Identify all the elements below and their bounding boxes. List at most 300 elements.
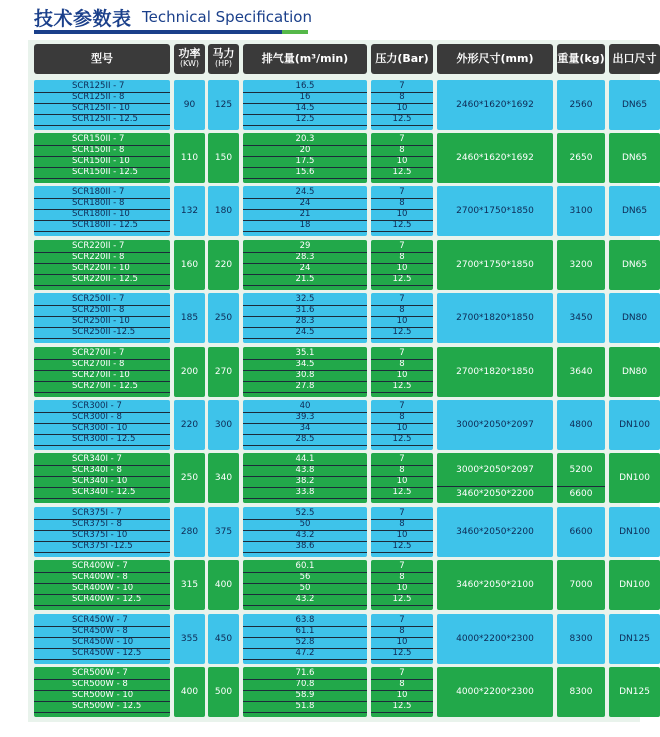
power-cell	[174, 400, 205, 450]
header-hp-label: 马力	[212, 47, 235, 60]
model-name: SCR500W - 8	[72, 679, 128, 689]
weight-cell	[557, 186, 605, 236]
dimensions-value: 3000*2050*2097	[456, 465, 534, 475]
air-delivery-value: 17.5	[295, 156, 315, 166]
outlet-cell	[609, 347, 660, 397]
row-divider	[243, 338, 367, 339]
header-model	[34, 44, 170, 74]
pressure-value: 10	[396, 156, 408, 166]
air-delivery-value: 24.5	[295, 327, 315, 337]
outlet-value: DN100	[619, 420, 650, 430]
weight-cell	[557, 80, 605, 130]
horsepower-value: 500	[214, 687, 233, 697]
horsepower-cell	[208, 133, 239, 183]
model-cell	[34, 133, 170, 183]
dimensions-value: 2700*1820*1850	[456, 367, 534, 377]
power-cell	[174, 186, 205, 236]
weight-value: 4800	[569, 420, 593, 430]
dimensions-value: 3000*2050*2097	[456, 420, 534, 430]
pressure-value: 7	[399, 401, 405, 411]
outlet-cell	[609, 293, 660, 343]
row-divider	[34, 530, 170, 531]
air-delivery-value: 35.1	[295, 348, 315, 358]
header-power	[174, 44, 205, 74]
row-divider	[34, 637, 170, 638]
row-divider	[243, 103, 367, 104]
air-delivery-value: 52.5	[295, 508, 315, 518]
power-value: 110	[180, 153, 199, 163]
title-underline-blue	[34, 30, 282, 34]
row-divider	[371, 114, 433, 115]
pressure-value: 10	[396, 370, 408, 380]
row-divider	[371, 679, 433, 680]
outlet-cell	[609, 80, 660, 130]
pressure-value: 7	[399, 454, 405, 464]
row-divider	[34, 209, 170, 210]
model-name: SCR400W - 10	[72, 583, 134, 593]
header-hp-unit: (HP)	[214, 59, 233, 68]
row-divider	[243, 178, 367, 179]
air-delivery-value: 40	[299, 401, 311, 411]
power-value: 280	[180, 527, 199, 537]
air-delivery-value: 30.8	[295, 370, 315, 380]
header-weight	[557, 44, 605, 74]
row-divider	[371, 701, 433, 702]
row-divider	[371, 626, 433, 627]
pressure-value: 12.5	[392, 220, 412, 230]
row-divider	[243, 285, 367, 286]
model-name: SCR500W - 7	[72, 668, 128, 678]
header-power-label: 功率	[178, 47, 201, 60]
horsepower-value: 150	[214, 153, 233, 163]
dimensions-cell	[437, 186, 553, 236]
spec-group	[34, 186, 648, 236]
pressure-cell	[371, 80, 433, 130]
pressure-value: 10	[396, 209, 408, 219]
row-divider	[34, 370, 170, 371]
model-name: SCR270II - 10	[72, 370, 130, 380]
air-delivery-value: 20.3	[295, 134, 315, 144]
pressure-cell	[371, 400, 433, 450]
row-divider	[34, 476, 170, 477]
row-divider	[34, 487, 170, 488]
row-divider	[371, 285, 433, 286]
outlet-cell	[609, 186, 660, 236]
row-divider	[243, 114, 367, 115]
pressure-value: 8	[399, 519, 405, 529]
pressure-value: 8	[399, 359, 405, 369]
air-delivery-value: 32.5	[295, 294, 315, 304]
model-name: SCR150II - 10	[72, 156, 130, 166]
row-divider	[34, 305, 170, 306]
air-delivery-value: 28.3	[295, 252, 315, 262]
model-cell	[34, 240, 170, 290]
row-divider	[243, 583, 367, 584]
row-divider	[371, 92, 433, 93]
pressure-value: 12.5	[392, 648, 412, 658]
power-cell	[174, 667, 205, 717]
title-underline-green	[282, 30, 308, 34]
model-name: SCR250II -12.5	[72, 327, 136, 337]
pressure-value: 8	[399, 626, 405, 636]
weight-cell	[557, 240, 605, 290]
row-divider	[371, 583, 433, 584]
pressure-value: 7	[399, 241, 405, 251]
row-divider	[371, 445, 433, 446]
power-cell	[174, 560, 205, 610]
row-divider	[243, 659, 367, 660]
model-cell	[34, 614, 170, 664]
pressure-value: 10	[396, 423, 408, 433]
row-divider	[371, 305, 433, 306]
dimensions-cell	[437, 507, 553, 557]
header-horsepower	[208, 44, 239, 74]
horsepower-value: 125	[214, 100, 233, 110]
pressure-value: 10	[396, 530, 408, 540]
row-divider	[243, 252, 367, 253]
row-divider	[34, 392, 170, 393]
power-cell	[174, 507, 205, 557]
row-divider	[371, 712, 433, 713]
row-divider	[371, 370, 433, 371]
horsepower-value: 220	[214, 260, 233, 270]
weight-cell	[557, 507, 605, 557]
power-value: 400	[180, 687, 199, 697]
row-divider	[34, 412, 170, 413]
row-divider	[243, 712, 367, 713]
pressure-value: 8	[399, 572, 405, 582]
dimensions-value: 2700*1750*1850	[456, 206, 534, 216]
row-divider	[371, 498, 433, 499]
outlet-cell	[609, 453, 660, 503]
air-delivery-cell	[243, 507, 367, 557]
model-name: SCR300I - 7	[72, 401, 122, 411]
page-header	[0, 0, 660, 40]
air-delivery-value: 24	[299, 263, 311, 273]
row-divider	[34, 583, 170, 584]
air-delivery-value: 18	[299, 220, 311, 230]
row-divider	[243, 316, 367, 317]
row-divider	[34, 231, 170, 232]
row-divider	[243, 605, 367, 606]
pressure-value: 8	[399, 305, 405, 315]
horsepower-cell	[208, 667, 239, 717]
power-value: 185	[180, 313, 199, 323]
model-name: SCR150II - 12.5	[72, 167, 138, 177]
model-cell	[34, 347, 170, 397]
air-delivery-value: 43.2	[295, 594, 315, 604]
pressure-value: 7	[399, 508, 405, 518]
model-name: SCR150II - 7	[72, 134, 125, 144]
row-divider	[243, 530, 367, 531]
outlet-cell	[609, 560, 660, 610]
row-divider	[34, 285, 170, 286]
air-delivery-value: 43.2	[295, 530, 315, 540]
pressure-value: 8	[399, 198, 405, 208]
row-divider	[243, 434, 367, 435]
model-name: SCR270II - 7	[72, 348, 125, 358]
air-delivery-value: 70.8	[295, 679, 315, 689]
row-divider	[34, 92, 170, 93]
outlet-cell	[609, 400, 660, 450]
air-delivery-cell	[243, 293, 367, 343]
model-cell	[34, 186, 170, 236]
model-name: SCR340I - 8	[72, 465, 122, 475]
header-dimensions	[437, 44, 553, 74]
horsepower-cell	[208, 560, 239, 610]
weight-value: 3200	[569, 260, 593, 270]
row-divider	[34, 423, 170, 424]
weight-value: 3640	[569, 367, 593, 377]
air-delivery-cell	[243, 614, 367, 664]
pressure-value: 10	[396, 690, 408, 700]
air-delivery-value: 63.8	[295, 615, 315, 625]
row-divider	[371, 252, 433, 253]
model-name: SCR400W - 7	[72, 561, 128, 571]
model-name: SCR300I - 10	[72, 423, 128, 433]
row-divider	[34, 252, 170, 253]
row-divider	[371, 156, 433, 157]
row-divider	[34, 519, 170, 520]
air-delivery-cell	[243, 186, 367, 236]
row-divider	[243, 465, 367, 466]
pressure-cell	[371, 507, 433, 557]
model-name: SCR375I - 8	[72, 519, 122, 529]
row-divider	[243, 359, 367, 360]
weight-cell	[557, 400, 605, 450]
row-divider	[371, 530, 433, 531]
spec-group	[34, 614, 650, 664]
air-delivery-cell	[243, 80, 367, 130]
header-outlet-label: 出口尺寸	[612, 52, 657, 65]
header-air-delivery	[243, 44, 367, 74]
row-divider	[34, 103, 170, 104]
outlet-cell	[609, 614, 660, 664]
pressure-value: 12.5	[392, 487, 412, 497]
power-cell	[174, 453, 205, 503]
row-divider	[371, 519, 433, 520]
horsepower-value: 250	[214, 313, 233, 323]
air-delivery-value: 12.5	[295, 114, 315, 124]
row-divider	[371, 178, 433, 179]
weight-value: 7000	[569, 580, 593, 590]
weight-value: 2560	[569, 100, 593, 110]
dimensions-value: 2460*1620*1692	[456, 100, 534, 110]
air-delivery-value: 16	[299, 92, 311, 102]
row-divider	[243, 381, 367, 382]
dimensions-cell	[437, 133, 553, 183]
row-divider	[34, 552, 170, 553]
row-divider	[243, 392, 367, 393]
model-cell	[34, 80, 170, 130]
pressure-value: 12.5	[392, 274, 412, 284]
weight-value: 8300	[569, 687, 593, 697]
row-divider	[34, 572, 170, 573]
outlet-value: DN80	[621, 367, 648, 377]
row-divider	[371, 274, 433, 275]
power-cell	[174, 614, 205, 664]
row-divider	[243, 125, 367, 126]
outlet-cell	[609, 507, 660, 557]
horsepower-cell	[208, 80, 239, 130]
row-divider	[243, 198, 367, 199]
row-divider	[437, 486, 553, 487]
pressure-value: 8	[399, 92, 405, 102]
model-cell	[34, 667, 170, 717]
header-pressure	[371, 44, 433, 74]
row-divider	[34, 626, 170, 627]
pressure-cell	[371, 133, 433, 183]
model-name: SCR300I - 12.5	[72, 434, 136, 444]
weight-cell	[557, 347, 605, 397]
dimensions-value: 2700*1750*1850	[456, 260, 534, 270]
spec-group	[34, 453, 650, 503]
pressure-value: 12.5	[392, 327, 412, 337]
air-delivery-value: 60.1	[295, 561, 315, 571]
pressure-cell	[371, 293, 433, 343]
air-delivery-value: 58.9	[295, 690, 315, 700]
air-delivery-value: 61.1	[295, 626, 315, 636]
row-divider	[34, 167, 170, 168]
outlet-value: DN65	[621, 153, 648, 163]
model-name: SCR220II - 8	[72, 252, 125, 262]
row-divider	[371, 103, 433, 104]
row-divider	[34, 338, 170, 339]
air-delivery-value: 29	[299, 241, 311, 251]
pressure-value: 7	[399, 668, 405, 678]
header-power-unit: (KW)	[179, 59, 200, 68]
air-delivery-value: 50	[299, 519, 311, 529]
spec-group	[34, 667, 650, 717]
row-divider	[371, 465, 433, 466]
outlet-value: DN100	[619, 473, 650, 483]
row-divider	[243, 209, 367, 210]
pressure-value: 10	[396, 103, 408, 113]
power-cell	[174, 80, 205, 130]
air-delivery-value: 28.3	[295, 316, 315, 326]
power-cell	[174, 133, 205, 183]
row-divider	[371, 145, 433, 146]
model-name: SCR270II - 8	[72, 359, 125, 369]
dimensions-value-alt: 3460*2050*2200	[456, 489, 534, 499]
power-value: 160	[180, 260, 199, 270]
row-divider	[371, 167, 433, 168]
title-chinese: 技术参数表	[34, 8, 132, 30]
row-divider	[34, 594, 170, 595]
pressure-value: 7	[399, 615, 405, 625]
pressure-value: 12.5	[392, 381, 412, 391]
header-pressure-label: 压力(Bar)	[375, 52, 429, 65]
row-divider	[34, 605, 170, 606]
row-divider	[371, 231, 433, 232]
model-name: SCR125II - 8	[72, 92, 125, 102]
air-delivery-value: 21	[299, 209, 311, 219]
row-divider	[243, 167, 367, 168]
row-divider	[34, 125, 170, 126]
header-weight-label: 重量(kg)	[557, 52, 605, 65]
spec-group	[34, 80, 648, 130]
pressure-cell	[371, 560, 433, 610]
model-name: SCR220II - 12.5	[72, 274, 138, 284]
row-divider	[243, 690, 367, 691]
model-name: SCR150II - 8	[72, 145, 125, 155]
row-divider	[371, 690, 433, 691]
model-cell	[34, 453, 170, 503]
model-name: SCR340I - 7	[72, 454, 122, 464]
weight-cell	[557, 133, 605, 183]
model-name: SCR375I - 7	[72, 508, 122, 518]
outlet-value: DN125	[619, 687, 650, 697]
model-name: SCR400W - 12.5	[72, 594, 142, 604]
model-name: SCR250II - 10	[72, 316, 130, 326]
pressure-value: 7	[399, 187, 405, 197]
pressure-value: 10	[396, 476, 408, 486]
model-name: SCR450W - 12.5	[72, 648, 142, 658]
horsepower-value: 180	[214, 206, 233, 216]
dimensions-cell	[437, 667, 553, 717]
pressure-cell	[371, 347, 433, 397]
power-value: 220	[180, 420, 199, 430]
row-divider	[34, 327, 170, 328]
air-delivery-value: 34	[299, 423, 311, 433]
row-divider	[371, 263, 433, 264]
pressure-value: 10	[396, 316, 408, 326]
power-value: 315	[180, 580, 199, 590]
row-divider	[243, 445, 367, 446]
power-cell	[174, 240, 205, 290]
pressure-value: 8	[399, 465, 405, 475]
model-name: SCR450W - 10	[72, 637, 134, 647]
row-divider	[243, 305, 367, 306]
air-delivery-cell	[243, 400, 367, 450]
row-divider	[371, 125, 433, 126]
dimensions-cell	[437, 80, 553, 130]
pressure-cell	[371, 614, 433, 664]
air-delivery-value: 24.5	[295, 187, 315, 197]
row-divider	[34, 274, 170, 275]
row-divider	[34, 465, 170, 466]
row-divider	[371, 327, 433, 328]
row-divider	[371, 572, 433, 573]
power-cell	[174, 347, 205, 397]
spec-group	[34, 240, 648, 290]
header-model-label: 型号	[91, 52, 113, 65]
air-delivery-value: 24	[299, 198, 311, 208]
row-divider	[371, 338, 433, 339]
row-divider	[243, 541, 367, 542]
row-divider	[243, 498, 367, 499]
row-divider	[243, 423, 367, 424]
row-divider	[34, 445, 170, 446]
dimensions-value: 4000*2200*2300	[456, 687, 534, 697]
row-divider	[243, 476, 367, 477]
horsepower-cell	[208, 400, 239, 450]
row-divider	[371, 434, 433, 435]
model-cell	[34, 293, 170, 343]
pressure-value: 10	[396, 637, 408, 647]
row-divider	[371, 423, 433, 424]
model-name: SCR375I - 10	[72, 530, 128, 540]
spec-group	[34, 133, 648, 183]
air-delivery-value: 31.6	[295, 305, 315, 315]
pressure-cell	[371, 667, 433, 717]
power-cell	[174, 293, 205, 343]
power-value: 250	[180, 473, 199, 483]
row-divider	[243, 679, 367, 680]
dimensions-cell	[437, 293, 553, 343]
title-english: Technical Specification	[142, 8, 312, 26]
row-divider	[34, 178, 170, 179]
